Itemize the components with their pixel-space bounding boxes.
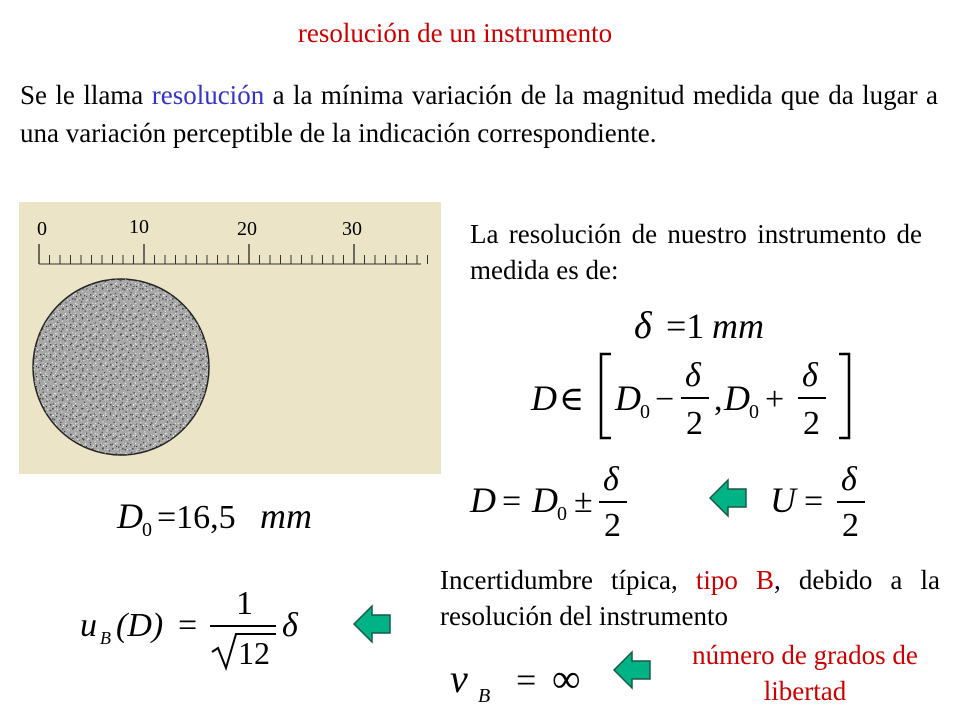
frac-num: δ <box>603 461 619 498</box>
left-bracket <box>601 354 611 438</box>
sub-zero: 0 <box>557 503 567 525</box>
sub-zero-a: 0 <box>640 401 650 423</box>
var-d: D <box>470 480 496 520</box>
uncertainty-pre: Incertidumbre típica, <box>440 565 696 595</box>
var-d0: D <box>117 496 143 536</box>
measured-value-equation <box>115 490 325 540</box>
u-equation <box>768 458 878 542</box>
element-of: ∈ <box>559 381 585 418</box>
frac-num: 1 <box>236 585 253 622</box>
var-d: D <box>531 378 557 418</box>
definition-post: a la mínima variación de la magnitud medida que da lugar a una variación perceptible de la indicación correspondiente. <box>20 80 938 148</box>
var-nu: ν <box>450 656 468 701</box>
sub-zero: 0 <box>142 519 152 540</box>
var-d0: D <box>532 480 558 520</box>
delta-factor: δ <box>282 607 298 644</box>
frac-b-den: 2 <box>803 405 820 442</box>
frac-den: 2 <box>604 507 621 542</box>
resolution-statement: La resolución de nuestro instrumento de medida es de: <box>470 219 922 285</box>
measured-disc-texture <box>33 279 209 455</box>
ruler-label-30: 30 <box>342 218 362 240</box>
uncertainty-statement <box>440 562 940 634</box>
definition-pre: Se le llama <box>20 80 152 110</box>
frac-b-num: δ <box>802 357 818 394</box>
degrees-of-freedom-label: número de grados de libertad <box>692 640 918 706</box>
delta-equation <box>630 302 780 348</box>
result-equation <box>468 458 648 542</box>
frac-den: 2 <box>842 507 859 542</box>
unit-mm: mm <box>260 496 312 536</box>
measured-value: =16,5 <box>157 499 236 536</box>
equals-sign: = <box>804 483 824 520</box>
delta-value: =1 <box>666 306 705 346</box>
frac-a-den: 2 <box>686 405 703 442</box>
frac-num: δ <box>841 461 857 498</box>
var-d0-b: D <box>724 378 750 418</box>
equals-sign: = <box>516 660 537 700</box>
sqrt-arg: 12 <box>238 635 270 671</box>
var-u: u <box>80 607 97 644</box>
delta-unit: mm <box>712 306 764 346</box>
var-u: U <box>770 480 796 520</box>
ruler-svg <box>19 202 441 474</box>
right-bracket <box>839 354 849 438</box>
ruler-label-20: 20 <box>237 218 257 240</box>
standard-uncertainty-equation <box>78 578 308 674</box>
delta-symbol: δ <box>634 305 652 347</box>
uncertainty-post: , debido a la resolución del instrumento <box>440 565 940 631</box>
interval-equation <box>525 348 865 444</box>
sub-b: B <box>478 685 491 707</box>
sub-zero-b: 0 <box>749 401 759 423</box>
resolution-term: resolución <box>151 80 265 110</box>
minus-sign: − <box>655 381 675 418</box>
equals-sign: = <box>178 607 198 644</box>
left-arrow-icon <box>708 478 748 518</box>
sub-b: B <box>100 628 111 648</box>
left-arrow-icon <box>612 650 652 690</box>
ruler-label-10: 10 <box>129 216 149 238</box>
equals-sign: = <box>502 483 522 520</box>
degrees-of-freedom-equation <box>448 650 598 710</box>
paren-d: (D) <box>116 607 164 644</box>
frac-a-num: δ <box>685 357 701 394</box>
ruler-label-0: 0 <box>37 218 47 240</box>
plus-sign: + <box>765 381 785 418</box>
ruler-scale <box>39 244 428 264</box>
var-d0-a: D <box>615 378 641 418</box>
type-b-term: tipo B <box>695 565 774 595</box>
plus-minus: ± <box>574 483 593 520</box>
left-arrow-icon <box>352 604 392 644</box>
ruler-illustration <box>19 202 441 474</box>
page-title: resolución de un instrumento <box>297 18 613 48</box>
definition-paragraph <box>20 76 938 152</box>
infinity-symbol: ∞ <box>552 656 581 701</box>
comma: , <box>714 381 723 418</box>
